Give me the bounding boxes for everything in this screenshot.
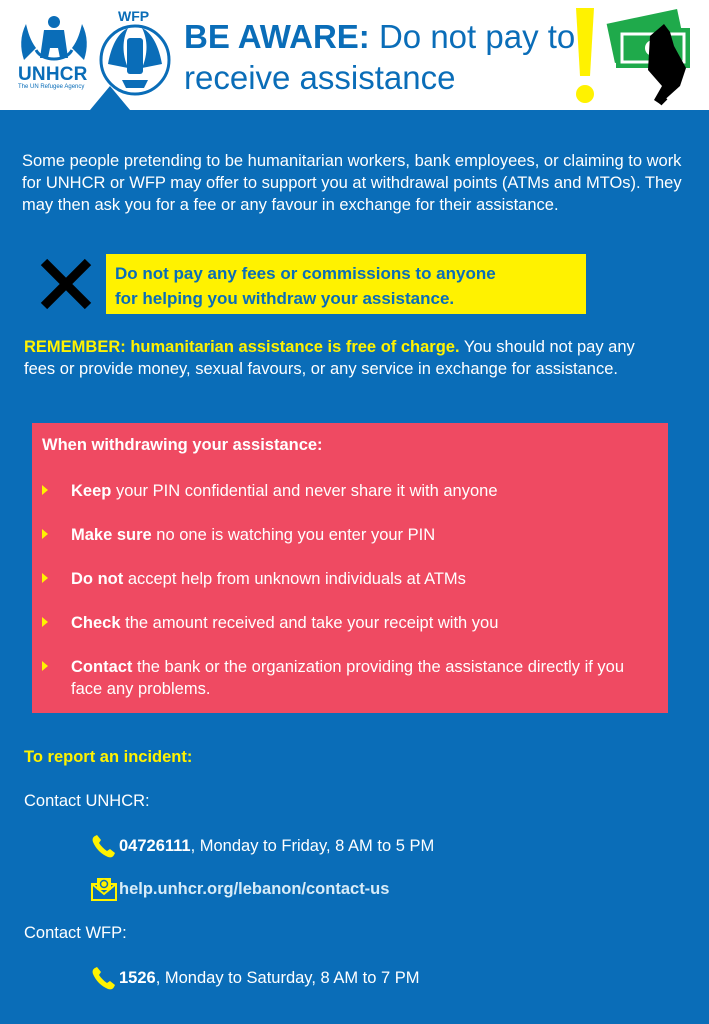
tip-text: the amount received and take your receipt with you bbox=[120, 614, 499, 632]
wfp-phone-number[interactable]: 1526 bbox=[119, 968, 156, 987]
warning-line-2: for helping you withdraw your assistance. bbox=[115, 289, 455, 308]
bullet-arrow-icon bbox=[42, 617, 48, 627]
page-title-strong: BE AWARE: bbox=[184, 18, 370, 55]
bullet-arrow-icon bbox=[42, 485, 48, 495]
tip-text: your PIN confidential and never share it with anyone bbox=[111, 482, 498, 500]
intro-paragraph: Some people pretending to be humanitarian workers, bank employees, or claiming to work for UNHCR or WFP may offer to support you at withdrawal points (ATMs and MTOs). They may then ask you for a fee or any favour in exchange for their assistance. bbox=[22, 152, 682, 214]
list-item bbox=[42, 524, 652, 546]
wfp-phone-line[interactable] bbox=[90, 965, 420, 991]
header-banner bbox=[0, 0, 709, 110]
unhcr-web-line[interactable] bbox=[90, 876, 389, 902]
wfp-phone-hours: , Monday to Saturday, 8 AM to 7 PM bbox=[155, 968, 420, 987]
unhcr-phone-number[interactable]: 04726111 bbox=[119, 836, 191, 855]
wfp-wordmark: WFP bbox=[118, 8, 150, 24]
phone-icon bbox=[90, 833, 118, 859]
header-notch bbox=[90, 86, 130, 110]
list-item bbox=[42, 568, 652, 590]
remember-paragraph bbox=[24, 336, 644, 380]
report-title: To report an incident: bbox=[24, 748, 193, 766]
tip-text: accept help from unknown individuals at ATMs bbox=[123, 570, 466, 588]
tip-strong: Make sure bbox=[71, 526, 152, 544]
exclamation-icon bbox=[572, 6, 598, 104]
tip-text: the bank or the organization providing the assistance directly if you face any problems. bbox=[71, 658, 625, 698]
unhcr-wordmark: UNHCR bbox=[18, 64, 88, 85]
tip-text: no one is watching you enter your PIN bbox=[151, 526, 436, 544]
contact-unhcr-label: Contact UNHCR: bbox=[24, 792, 150, 810]
unhcr-phone-hours: , Monday to Friday, 8 AM to 5 PM bbox=[190, 836, 435, 855]
warning-line-1: Do not pay any fees or commissions to anyone bbox=[115, 264, 496, 283]
remember-highlight: REMEMBER: humanitarian assistance is free of charge. bbox=[24, 338, 460, 356]
warning-box bbox=[106, 254, 586, 314]
list-item bbox=[42, 480, 652, 502]
unhcr-tagline: The UN Refugee Agency bbox=[18, 84, 85, 90]
list-item bbox=[42, 656, 652, 700]
page-title-rest: Do not pay to receive assistance bbox=[184, 18, 576, 96]
tip-strong: Check bbox=[71, 614, 121, 632]
phone-icon bbox=[90, 965, 118, 991]
remember-rest: You should not pay any fees or provide money, sexual favours, or any service in exchange for assistance. bbox=[24, 338, 635, 378]
list-item bbox=[42, 612, 652, 634]
page-title bbox=[184, 16, 584, 98]
unhcr-contact-link[interactable]: help.unhcr.org/lebanon/contact-us bbox=[119, 879, 390, 898]
unhcr-phone-line[interactable] bbox=[90, 833, 434, 859]
x-mark-icon bbox=[38, 258, 94, 310]
bullet-arrow-icon bbox=[42, 529, 48, 539]
tip-strong: Contact bbox=[71, 658, 133, 676]
bullet-arrow-icon bbox=[42, 661, 48, 671]
email-icon bbox=[90, 876, 118, 902]
tips-panel bbox=[32, 423, 668, 713]
tips-title: When withdrawing your assistance: bbox=[42, 436, 323, 454]
contact-wfp-label: Contact WFP: bbox=[24, 924, 127, 942]
tip-strong: Keep bbox=[71, 482, 112, 500]
bullet-arrow-icon bbox=[42, 573, 48, 583]
tip-strong: Do not bbox=[71, 570, 124, 588]
cash-icon bbox=[604, 6, 700, 106]
